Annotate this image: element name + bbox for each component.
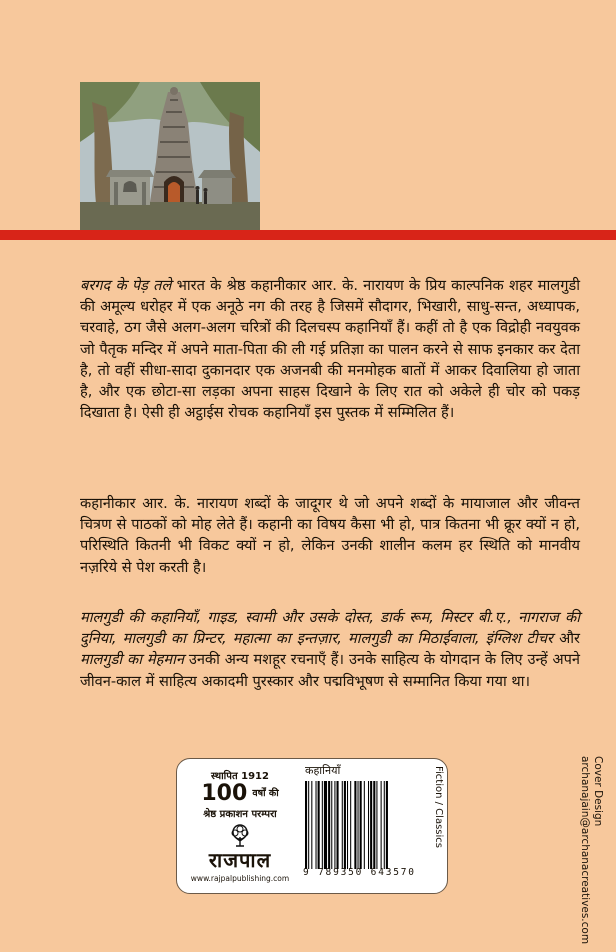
book-title-inline: बरगद के पेड़ तले [80, 277, 172, 294]
publisher-logo-block [185, 765, 295, 889]
barcode-bar [331, 781, 332, 869]
barcode-bar [360, 781, 362, 869]
paragraph-3-text: उनकी अन्य मशहूर रचनाएँ हैं। उनके साहित्य के योगदान के लिए उन्हें अपने जीवन-काल में साहित्य अकादमी पुरस्कार और पद्मविभूषण से सम्मानित किया गया था। [80, 651, 580, 690]
isbn-barcode [303, 781, 443, 869]
years-text: वर्षों की [252, 788, 279, 799]
other-works-last: मालगुडी का मेहमान [80, 651, 184, 669]
barcode-bar [322, 781, 323, 869]
description-paragraph-3 [80, 607, 580, 692]
barcode-bar [370, 781, 372, 869]
designer-email: archanajain@archanacreatives.com [579, 756, 591, 945]
barcode-bar [376, 781, 377, 869]
temple-illustration-icon [80, 82, 260, 232]
publisher-website: www.rajpalpublishing.com [190, 874, 290, 883]
red-divider-band [0, 230, 616, 240]
barcode-bar [368, 781, 369, 869]
barcode-bar [373, 781, 375, 869]
description-paragraph-1 [80, 275, 580, 423]
cover-illustration [80, 82, 260, 232]
barcode-bar [384, 781, 385, 869]
tree-logo-icon [226, 824, 254, 848]
paragraph-1-text: भारत के श्रेष्ठ कहानीकार आर. के. नारायण के प्रिय काल्पनिक शहर मालगुडी की अमूल्य धरोहर में एक अनूठे नग की तरह है जिसमें सौदागर, भिखारी, साधु-सन्त, अध्यापक, चरवाहे, ठग जैसे अलग-अलग चरित्रों की दिलचस्प कहानियाँ हैं। कहीं तो है एक विद्रोही नवयुवक जो पैतृक मन्दिर में अपने माता-पिता की ली गई प्रतिज्ञा का पालन करने से साफ इनकार कर देता है, तो वहीं सीधा-सादा दुकानदार एक अजनबी की मनमोहक बातों में आकर दिवालिया हो जाता है, और एक छोटा-सा लड़का अपना साहस दिखाने के लिए रात को अकेले ही चोर को पकड़ दिखाता है। ऐसी ही अट्ठाईस रोचक कहानियाँ इस पुस्तक में सम्मिलित हैं। [80, 277, 580, 422]
barcode-bar [342, 781, 343, 869]
and-connector: और [553, 630, 580, 648]
publishing-tradition: श्रेष्ठ प्रकाशन परम्परा [203, 809, 277, 820]
barcode-bar [324, 781, 327, 869]
barcode-bar [344, 781, 346, 869]
barcode-bar [347, 781, 348, 869]
publisher-barcode-panel [176, 758, 448, 894]
barcode-bar [381, 781, 382, 869]
barcode-bar [386, 781, 388, 869]
genre-label-vertical: Fiction / Classics [433, 766, 444, 848]
publisher-name: राजपाल [208, 848, 272, 872]
barcode-bar [337, 781, 339, 869]
barcode-bar [318, 781, 320, 869]
other-works-list: मालगुडी की कहानियाँ, गाइड, स्वामी और उसके दोस्त, डार्क रूम, मिस्टर बी.ए., नागराज की दुनिया, मालगुडी का प्रिन्टर, महात्मा का इन्तज़ार, मालगुडी का मिठाईवाला, इंग्लिश टीचर [80, 609, 580, 648]
barcode-bar [354, 781, 356, 869]
barcode-bar [350, 781, 351, 869]
category-label: कहानियाँ [305, 764, 341, 777]
barcode-bar [328, 781, 330, 869]
barcode-bar [334, 781, 335, 869]
hundred-number: 100 [201, 781, 248, 806]
barcode-bar [305, 781, 307, 869]
hundred-years-line [185, 782, 295, 805]
description-paragraph-2: कहानीकार आर. के. नारायण शब्दों के जादूगर थे जो अपने शब्दों के मायाजाल और जीवन्त चित्रण से पाठकों को मोह लेते हैं। कहानी का विषय कैसा भी हो, पात्र कितना भी क्रूर क्यों न हो, परिस्थिति कितनी भी विकट क्यों न हो, लेकिन उनकी शालीन कलम हर स्थिति को मानवीय नज़रिये से पेश करती है। [80, 495, 580, 576]
cover-design-credit: Cover Design [592, 756, 604, 827]
established-year: स्थापित 1912 [211, 771, 269, 782]
isbn-number: 9 789350 643570 [303, 867, 416, 878]
barcode-bar [308, 781, 309, 869]
barcode-bar [311, 781, 312, 869]
barcode-bar [316, 781, 317, 869]
barcode-bar [364, 781, 365, 869]
barcode-bar [358, 781, 359, 869]
